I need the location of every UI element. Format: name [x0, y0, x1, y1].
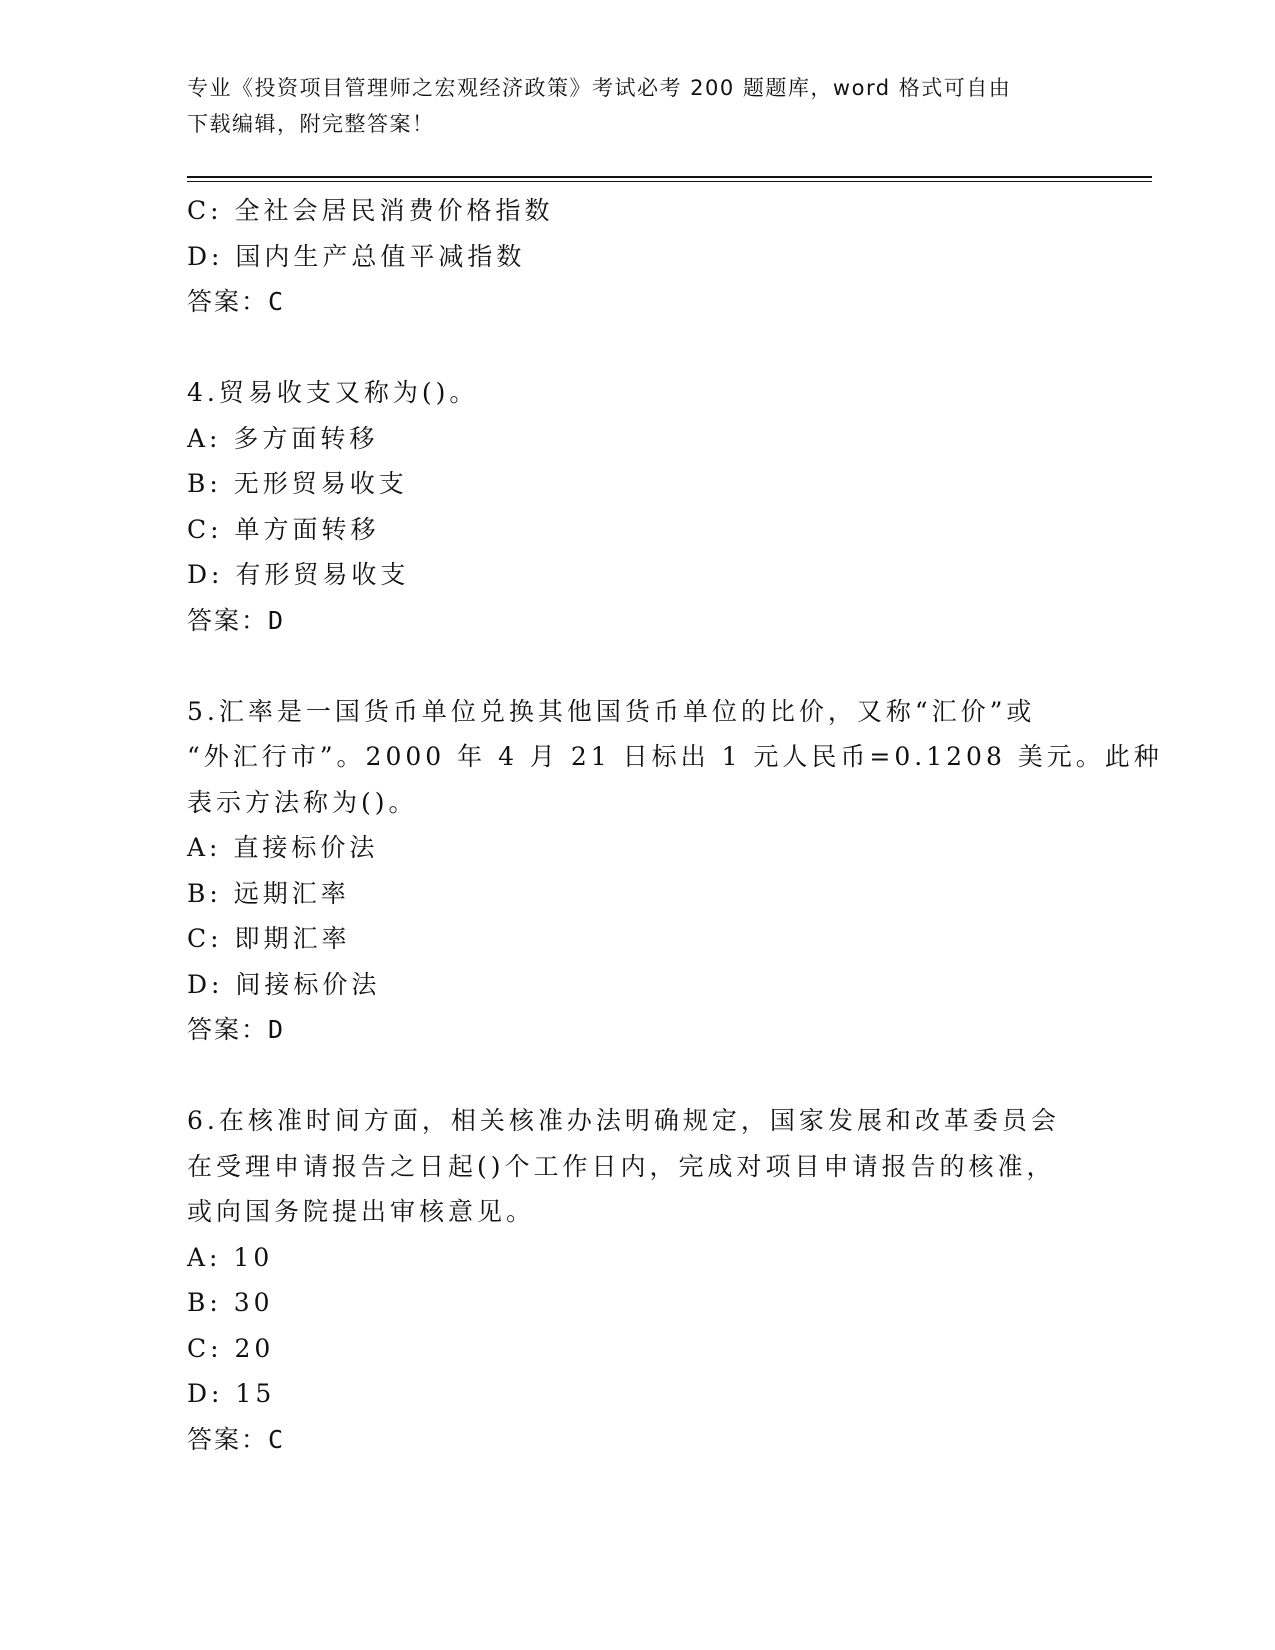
header-divider-thin	[187, 181, 1152, 182]
question-4	[187, 370, 1087, 643]
option-b: B: 无形贸易收支	[187, 469, 408, 498]
question-list	[187, 188, 1163, 1462]
option-a: A: 多方面转移	[187, 423, 379, 453]
question-stem: 表示方法称为()。	[187, 787, 418, 817]
question-5	[187, 689, 1163, 1053]
option-c: C: 20	[187, 1333, 275, 1363]
question-stem: 在受理申请报告之日起()个工作日内，完成对项目申请报告的核准，	[187, 1151, 1056, 1181]
question-6	[187, 1098, 1087, 1462]
option-a: A: 直接标价法	[187, 833, 379, 862]
option-b: B: 30	[187, 1288, 274, 1317]
header-line: 专业《投资项目管理师之宏观经济政策》考试必考 200 题题库，word 格式可自由	[187, 76, 1012, 100]
answer-label: 答案：D	[187, 605, 286, 635]
spacer	[187, 643, 1087, 689]
answer-label: 答案：D	[187, 1015, 286, 1044]
option-d: D: 15	[187, 1379, 276, 1408]
header-divider	[187, 176, 1152, 178]
question-stem: “外汇行市”。2000 年 4 月 21 日标出 1 元人民币=0.1208 美元。此种	[187, 742, 1163, 771]
answer-label: 答案：C	[187, 1424, 286, 1454]
option-d: D: 国内生产总值平减指数	[187, 241, 526, 271]
option-b: B: 远期汇率	[187, 878, 350, 908]
question-stem: 或向国务院提出审核意见。	[187, 1197, 536, 1226]
question-3	[187, 188, 1087, 325]
spacer	[187, 1053, 1087, 1099]
option-c: C: 全社会居民消费价格指数	[187, 196, 554, 225]
option-d: D: 间接标价法	[187, 969, 381, 999]
option-d: D: 有形贸易收支	[187, 560, 410, 589]
option-a: A: 10	[187, 1242, 274, 1272]
header-line: 下载编辑，附完整答案！	[187, 112, 435, 136]
question-stem: 5.汇率是一国货币单位兑换其他国货币单位的比价，又称“汇价”或	[187, 696, 1036, 726]
answer-label: 答案：C	[187, 287, 286, 316]
option-c: C: 单方面转移	[187, 514, 380, 544]
document-header	[187, 70, 1067, 142]
spacer	[187, 325, 1087, 371]
question-stem: 4.贸易收支又称为()。	[187, 378, 479, 407]
question-stem: 6.在核准时间方面，相关核准办法明确规定，国家发展和改革委员会	[187, 1106, 1060, 1135]
option-c: C: 即期汇率	[187, 924, 351, 953]
